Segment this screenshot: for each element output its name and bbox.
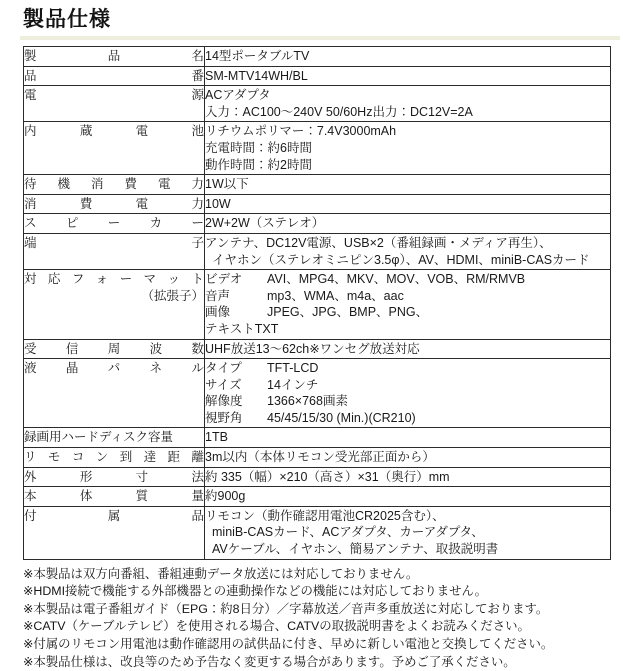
spec-value-cell — [205, 270, 611, 339]
spec-label-sub: （拡張子） — [141, 288, 204, 303]
spec-label-cell — [24, 194, 205, 214]
spec-label: 本 体 質 量 — [24, 489, 204, 504]
spec-value-line: 1TB — [205, 430, 228, 445]
table-row — [24, 467, 611, 487]
spec-label: 製 品 名 — [24, 49, 204, 63]
spec-value-line — [205, 410, 610, 427]
spec-value-line: リチウムポリマー：7.4V3000mAh — [205, 124, 397, 139]
spec-value-cell — [205, 66, 611, 86]
spec-label: 消 費 電 力 — [24, 196, 204, 211]
footnote-line: ※HDMI接続で機能する外部機器との連動操作などの機能には対応しておりません。 — [23, 584, 488, 599]
spec-label-cell — [24, 122, 205, 175]
specification-table-body — [24, 47, 611, 560]
spec-label: 付 属 品 — [24, 508, 204, 523]
footnote-line: ※本製品仕様は、改良等のため予告なく変更する場合があります。予めご了承ください。 — [23, 654, 516, 669]
table-row — [24, 86, 611, 122]
spec-value-key: サイズ — [205, 377, 242, 392]
footnote-line: ※CATV（ケーブルテレビ）を使用される場合、CATVの取扱説明書をよくお読みください。 — [23, 619, 530, 634]
spec-value-cell — [205, 359, 611, 428]
table-row — [24, 506, 611, 559]
spec-value-key: 解像度 — [205, 394, 243, 409]
spec-value-cell — [205, 487, 611, 507]
product-spec-page — [0, 7, 640, 669]
spec-value-text: AVI、MPG4、MKV、MOV、VOB、RM/RMVB — [267, 272, 526, 287]
spec-label: リ モ コ ン 到 達 距 離 — [24, 450, 204, 465]
table-row — [24, 428, 611, 448]
spec-value-text: JPEG、JPG、BMP、PNG、 — [267, 305, 429, 320]
spec-label-cell — [24, 448, 205, 468]
spec-value-key: タイプ — [205, 361, 242, 376]
spec-value-text: mp3、WMA、m4a、aac — [267, 288, 404, 303]
spec-value-cell — [205, 233, 611, 269]
spec-value-cell — [205, 175, 611, 195]
table-row — [24, 214, 611, 234]
spec-value-cell — [205, 448, 611, 468]
table-row — [24, 175, 611, 195]
spec-label-cell — [24, 47, 205, 67]
spec-label-cell — [24, 339, 205, 359]
spec-value-line: 1W以下 — [205, 177, 249, 192]
spec-value-cell — [205, 214, 611, 234]
table-row — [24, 194, 611, 214]
spec-value-key: ビデオ — [205, 272, 243, 287]
spec-value-line — [205, 271, 610, 288]
spec-label-cell — [24, 467, 205, 487]
footnotes — [23, 566, 626, 671]
spec-value-line: 約900g — [205, 489, 246, 504]
spec-value-cell — [205, 506, 611, 559]
spec-label: 対 応 フ ォ ー マ ッ ト — [24, 272, 204, 287]
spec-label-cell — [24, 428, 205, 448]
specification-table — [23, 46, 611, 560]
spec-value-key: 音声 — [205, 288, 231, 303]
spec-label-cell — [24, 214, 205, 234]
spec-label: 品 番 — [24, 68, 204, 83]
spec-value-line — [205, 288, 610, 305]
spec-label-cell — [24, 86, 205, 122]
spec-label: 録画用ハードディスク容量 — [24, 430, 174, 445]
spec-value-cell — [205, 47, 611, 67]
spec-value-line: リモコン（動作確認用電池CR2025含む）、 — [205, 508, 445, 523]
spec-value-line: アンテナ、DC12V電源、USB×2（番組録画・メディア再生）、 — [205, 235, 552, 250]
spec-label-cell — [24, 175, 205, 195]
table-row — [24, 339, 611, 359]
spec-value-cell — [205, 467, 611, 487]
spec-label-cell — [24, 66, 205, 86]
table-row — [24, 122, 611, 175]
spec-label-cell — [24, 233, 205, 269]
spec-value-cell — [205, 122, 611, 175]
spec-value-line: AVケーブル、イヤホン、簡易アンテナ、取扱説明書 — [212, 542, 499, 557]
footnote-line: ※本製品は電子番組ガイド（EPG：約8日分）／字幕放送／音声多重放送に対応しております。 — [23, 601, 549, 616]
title-divider — [20, 36, 620, 40]
spec-label: 電 源 — [24, 88, 204, 103]
spec-value-line: イヤホン（ステレオミニピン3.5φ）、AV、HDMI、miniB-CASカード — [212, 252, 590, 267]
spec-value-text: 45/45/15/30 (Min.)(CR210) — [267, 410, 416, 425]
spec-value-line: 2W+2W（ステレオ） — [205, 216, 325, 231]
spec-label-cell — [24, 487, 205, 507]
footnote-line: ※本製品は双方向番組、番組連動データ放送には対応しておりません。 — [23, 566, 419, 581]
spec-value-line — [205, 360, 610, 377]
spec-value-line — [205, 304, 610, 321]
spec-value-line: 14型ポータブルTV — [205, 49, 310, 63]
spec-value-line: 充電時間：約6時間 — [205, 140, 312, 155]
spec-value-line: 10W — [205, 196, 231, 211]
spec-value-line: ACアダプタ — [205, 88, 271, 103]
spec-label: 外 形 寸 法 — [24, 469, 204, 484]
table-row — [24, 448, 611, 468]
spec-label: 内 蔵 電 池 — [24, 124, 204, 139]
spec-label: ス ピ ー カ ー — [24, 216, 204, 231]
table-row — [24, 487, 611, 507]
table-row — [24, 359, 611, 428]
spec-value-key: 視野角 — [205, 410, 243, 425]
table-row — [24, 47, 611, 67]
spec-value-line: UHF放送13〜62ch※ワンセグ放送対応 — [205, 341, 420, 356]
spec-value-line — [205, 377, 610, 394]
spec-value-cell — [205, 339, 611, 359]
spec-label: 受 信 周 波 数 — [24, 341, 204, 356]
spec-label: 液 晶 パ ネ ル — [24, 361, 204, 376]
spec-value-cell — [205, 86, 611, 122]
spec-label: 端 子 — [24, 235, 204, 250]
spec-value-line: miniB-CASカード、ACアダプタ、カーアダプタ、 — [212, 525, 484, 540]
spec-label-cell — [24, 270, 205, 339]
spec-value-line: 3m以内（本体リモコン受光部正面から） — [205, 450, 435, 465]
footnote-line: ※付属のリモコン用電池は動作確認用の試供品に付き、早めに新しい電池と交換してください。 — [23, 637, 554, 651]
page-title: 製品仕様 — [23, 8, 111, 31]
spec-value-line: 動作時間：約2時間 — [205, 157, 312, 172]
spec-value-cell — [205, 194, 611, 214]
spec-value-line: SM-MTV14WH/BL — [205, 68, 308, 83]
spec-value-cell — [205, 428, 611, 448]
spec-label-cell — [24, 506, 205, 559]
spec-label-cell — [24, 359, 205, 428]
table-row — [24, 233, 611, 269]
table-row — [24, 270, 611, 339]
spec-value-text: TFT-LCD — [267, 361, 319, 376]
spec-value-key: 画像 — [205, 305, 231, 320]
spec-value-line: 入力：AC100〜240V 50/60Hz出力：DC12V=2A — [205, 104, 473, 119]
spec-value-line — [205, 393, 610, 410]
spec-value-text: 14インチ — [267, 377, 319, 392]
spec-value-line: テキストTXT — [205, 321, 279, 336]
spec-value-text: 1366×768画素 — [267, 394, 348, 409]
table-row — [24, 66, 611, 86]
spec-value-line: 約 335（幅）×210（高さ）×31（奥行）mm — [205, 469, 450, 484]
spec-label: 待 機 消 費 電 力 — [24, 177, 204, 192]
